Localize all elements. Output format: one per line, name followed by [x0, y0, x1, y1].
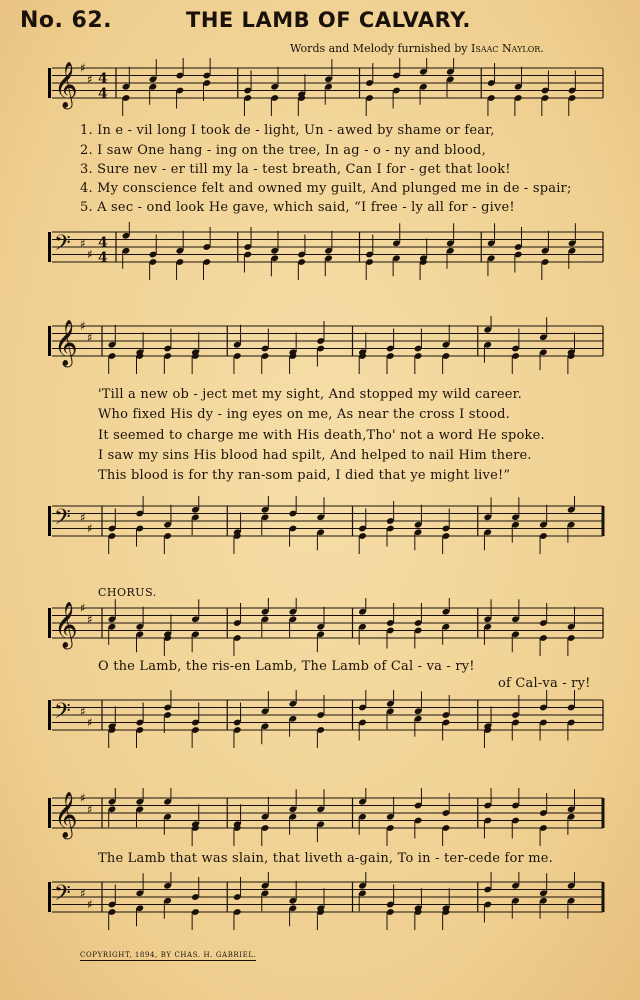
system-bracket [48, 882, 51, 912]
verse-4-line-a: 4. My conscience felt and owned my guilt, And plunged me in de - spair; [80, 181, 572, 196]
note-group [108, 598, 576, 656]
verse-4-line-b: I saw my sins His blood had spilt, And helped to nail Him there. [98, 448, 532, 463]
note-group [108, 496, 576, 554]
sharp-icon: ♯ [80, 886, 86, 901]
treble-clef-icon: 𝄞 [54, 792, 78, 838]
treble-clef-icon: 𝄞 [54, 62, 78, 108]
sharp-icon: ♯ [80, 61, 86, 75]
staff-lines [52, 798, 603, 828]
system-bracket [48, 326, 51, 356]
treble-clef-icon: 𝄞 [54, 602, 78, 648]
time-signature-bottom: 4 [98, 86, 108, 102]
verse-3-line-b: It seemed to charge me with His death,Tho' not a word He spoke. [98, 428, 545, 443]
sharp-icon: ♯ [80, 601, 86, 615]
verse-1-line-a: 1. In e - vil long I took de - light, Un - awed by shame or fear, [80, 123, 495, 138]
chorus-line-2: The Lamb that was slain, that liveth a-gain, To in - ter-cede for me. [98, 851, 553, 866]
system-4-bass-staff [0, 872, 640, 942]
system-bracket [48, 506, 51, 536]
system-bracket [48, 232, 51, 262]
verse-1-line-b: 'Till a new ob - ject met my sight, And stopped my wild career. [98, 387, 522, 402]
staff-lines [52, 700, 603, 730]
chorus-line-1: O the Lamb, the ris-en Lamb, The Lamb of Cal - va - ry! [98, 659, 475, 674]
verse-5-line-b: This blood is for thy ran-som paid, I died that ye might live!” [98, 468, 511, 483]
hymn-number: No. 62. [20, 8, 113, 33]
system-4-treble-staff [0, 788, 640, 858]
note-group [108, 788, 576, 846]
bass-clef-icon: 𝄢 [54, 699, 71, 729]
note-group [108, 690, 576, 748]
verse-5-line-a: 5. A sec - ond look He gave, which said, “I free - ly all for - give! [80, 200, 515, 215]
note-group [108, 872, 576, 930]
credit-prefix: Words and Melody furnished by [290, 42, 468, 55]
staff-lines [52, 608, 603, 638]
sharp-icon: ♯ [80, 319, 86, 333]
staff-lines [52, 326, 603, 356]
system-3-treble-staff [0, 598, 640, 668]
note-group [122, 222, 577, 280]
system-3-bass-staff [0, 690, 640, 760]
copyright-notice: COPYRIGHT, 1894, BY CHAS. H. GABRIEL. [80, 951, 257, 959]
verse-2-line-b: Who fixed His dy - ing eyes on me, As near the cross I stood. [98, 407, 510, 422]
system-bracket [48, 798, 51, 828]
time-signature-top: 4 [98, 235, 108, 251]
bass-clef-icon: 𝄢 [54, 881, 71, 911]
system-1-treble-staff [0, 58, 640, 128]
system-2-treble-staff [0, 316, 640, 386]
sharp-icon: ♯ [87, 897, 93, 912]
note-group [108, 316, 576, 374]
sharp-icon: ♯ [87, 521, 93, 536]
bass-clef-icon: 𝄢 [54, 231, 71, 261]
chorus-label: CHORUS. [98, 586, 157, 599]
bass-clef-icon: 𝄢 [54, 505, 71, 535]
time-signature-top: 4 [98, 71, 108, 87]
note-group [122, 58, 577, 116]
verse-2-line-a: 2. I saw One hang - ing on the tree, In ag - o - ny and blood, [80, 143, 486, 158]
verse-3-line-a: 3. Sure nev - er till my la - test breath, Can I for - get that look! [80, 162, 511, 177]
sharp-icon: ♯ [80, 236, 86, 251]
sharp-icon: ♯ [87, 247, 93, 262]
sharp-icon: ♯ [80, 791, 86, 805]
system-bracket [48, 68, 51, 98]
staff-lines [52, 68, 603, 98]
sharp-icon: ♯ [87, 802, 93, 817]
sharp-icon: ♯ [87, 72, 93, 87]
system-bracket [48, 608, 51, 638]
time-signature-bottom: 4 [98, 250, 108, 266]
hymn-title: THE LAMB OF CALVARY. [186, 8, 471, 32]
staff-lines [52, 882, 603, 912]
system-1-bass-staff [0, 222, 640, 292]
chorus-line-1-echo: of Cal-va - ry! [498, 676, 591, 691]
treble-clef-icon: 𝄞 [54, 320, 78, 366]
sharp-icon: ♯ [80, 704, 86, 719]
sharp-icon: ♯ [87, 612, 93, 627]
system-bracket [48, 700, 51, 730]
credit-author: Isaac Naylor. [471, 42, 544, 55]
hymn-credit [290, 42, 544, 55]
sharp-icon: ♯ [80, 510, 86, 525]
staff-lines [52, 506, 603, 536]
sharp-icon: ♯ [87, 330, 93, 345]
sharp-icon: ♯ [87, 715, 93, 730]
system-2-bass-staff [0, 496, 640, 566]
